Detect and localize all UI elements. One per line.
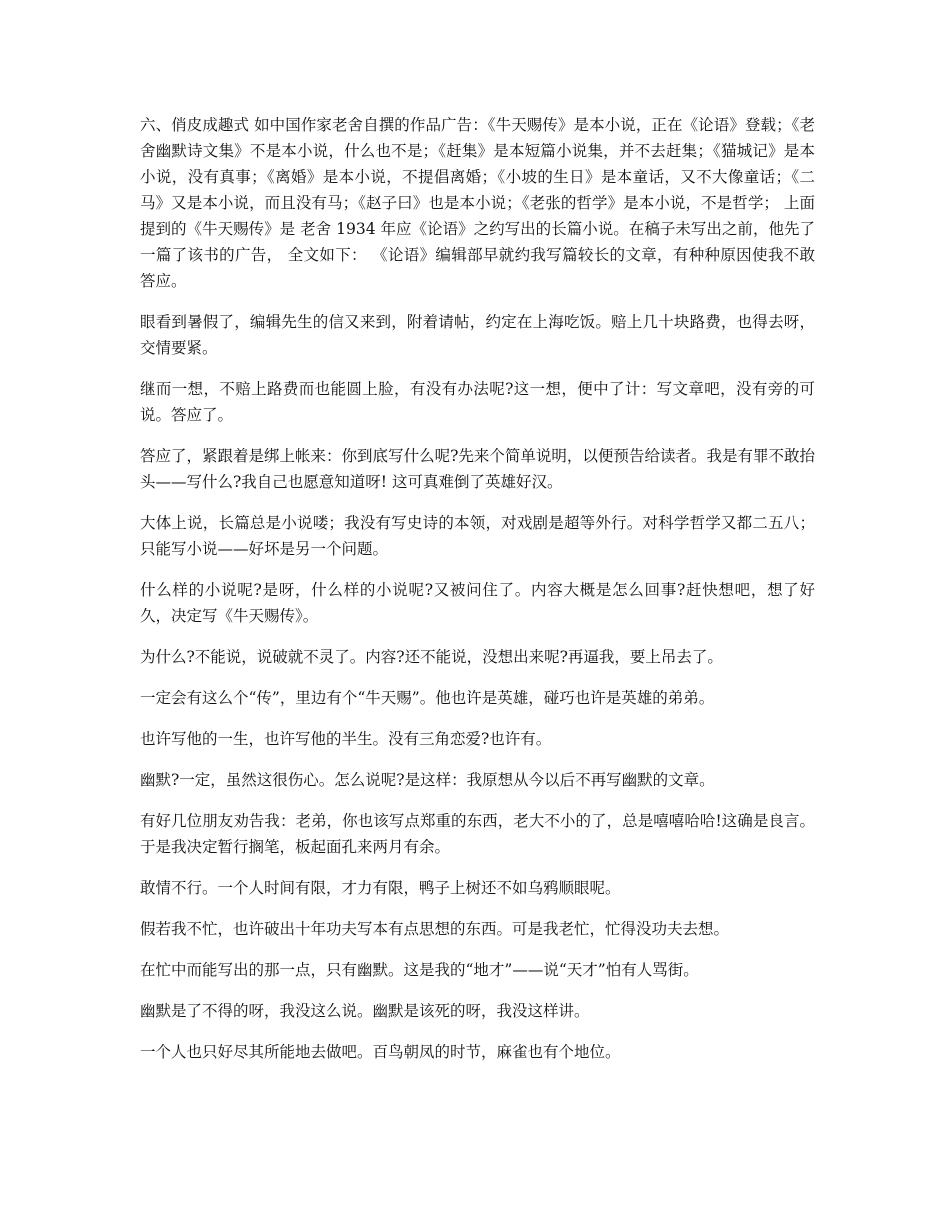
paragraph: 幽默?一定，虽然这很伤心。怎么说呢?是这样：我原想从今以后不再写幽默的文章。: [140, 771, 715, 789]
paragraph: 什么样的小说呢?是呀，什么样的小说呢?又被问住了。内容大概是怎么回事?赶快想吧，想了好久，决定写《牛天赐传》。: [140, 581, 815, 625]
paragraph: 假若我不忙，也许破出十年功夫写本有点思想的东西。可是我老忙，忙得没功夫去想。: [140, 920, 730, 938]
paragraph: 幽默是了不得的呀，我没这么说。幽默是该死的呀，我没这样讲。: [140, 1002, 590, 1020]
document-body: [140, 112, 815, 1080]
paragraph: 有好几位朋友劝告我：老弟，你也该写点郑重的东西，老大不小的了，总是嘻嘻哈哈!这确是良言。于是我决定暂行搁笔，板起面孔来两月有余。: [140, 812, 815, 856]
paragraph: 一定会有这么个“传”，里边有个“牛天赐”。他也许是英雄，碰巧也许是英雄的弟弟。: [140, 689, 715, 707]
paragraph-intro: 六、俏皮成趣式 如中国作家老舍自撰的作品广告：《牛天赐传》是本小说，正在《论语》登载；《老舍幽默诗文集》不是本小说，什么也不是；《赶集》是本短篇小说集，并不去赶集；《猫城记》是本小说，没有真事；《离婚》是本小说，不提倡离婚；《小坡的生日》是本童话，又不大像童话；《二马》又是本小说，而且没有马；《赵子曰》也是本小说；《老张的哲学》是本小说，不是哲学； 上面提到的《牛天赐传》是 老舍 1934 年应《论语》之约写出的长篇小说。在稿子未写出之前，他先了一篇了该书的广告， 全文如下： 《论语》编辑部早就约我写篇较长的文章，有种种原因使我不敢答应。: [140, 116, 815, 290]
paragraph: 眼看到暑假了，编辑先生的信又来到，附着请帖，约定在上海吃饭。赔上几十块路费，也得去呀，交情要紧。: [140, 313, 815, 357]
paragraph: 为什么?不能说，说破就不灵了。内容?还不能说，没想出来呢?再逼我，要上吊去了。: [140, 648, 723, 666]
paragraph: 答应了，紧跟着是绑上帐来：你到底写什么呢?先来个简单说明，以便预告给读者。我是有罪不敢抬头——写什么?我自己也愿意知道呀! 这可真难倒了英雄好汉。: [140, 447, 815, 491]
paragraph: 一个人也只好尽其所能地去做吧。百鸟朝凤的时节，麻雀也有个地位。: [140, 1043, 621, 1061]
paragraph: 在忙中而能写出的那一点，只有幽默。这是我的“地才”——说“天才”怕有人骂街。: [140, 961, 699, 979]
paragraph: 敢情不行。一个人时间有限，才力有限，鸭子上树还不如乌鸦顺眼呢。: [140, 879, 621, 897]
paragraph: 大体上说，长篇总是小说喽；我没有写史诗的本领，对戏剧是超等外行。对科学哲学又都二五八；只能写小说——好坏是另一个问题。: [140, 514, 815, 558]
paragraph: 也许写他的一生，也许写他的半生。没有三角恋爱?也许有。: [140, 730, 552, 748]
paragraph: 继而一想，不赔上路费而也能圆上脸，有没有办法呢?这一想，便中了计：写文章吧，没有旁的可说。答应了。: [140, 380, 815, 424]
